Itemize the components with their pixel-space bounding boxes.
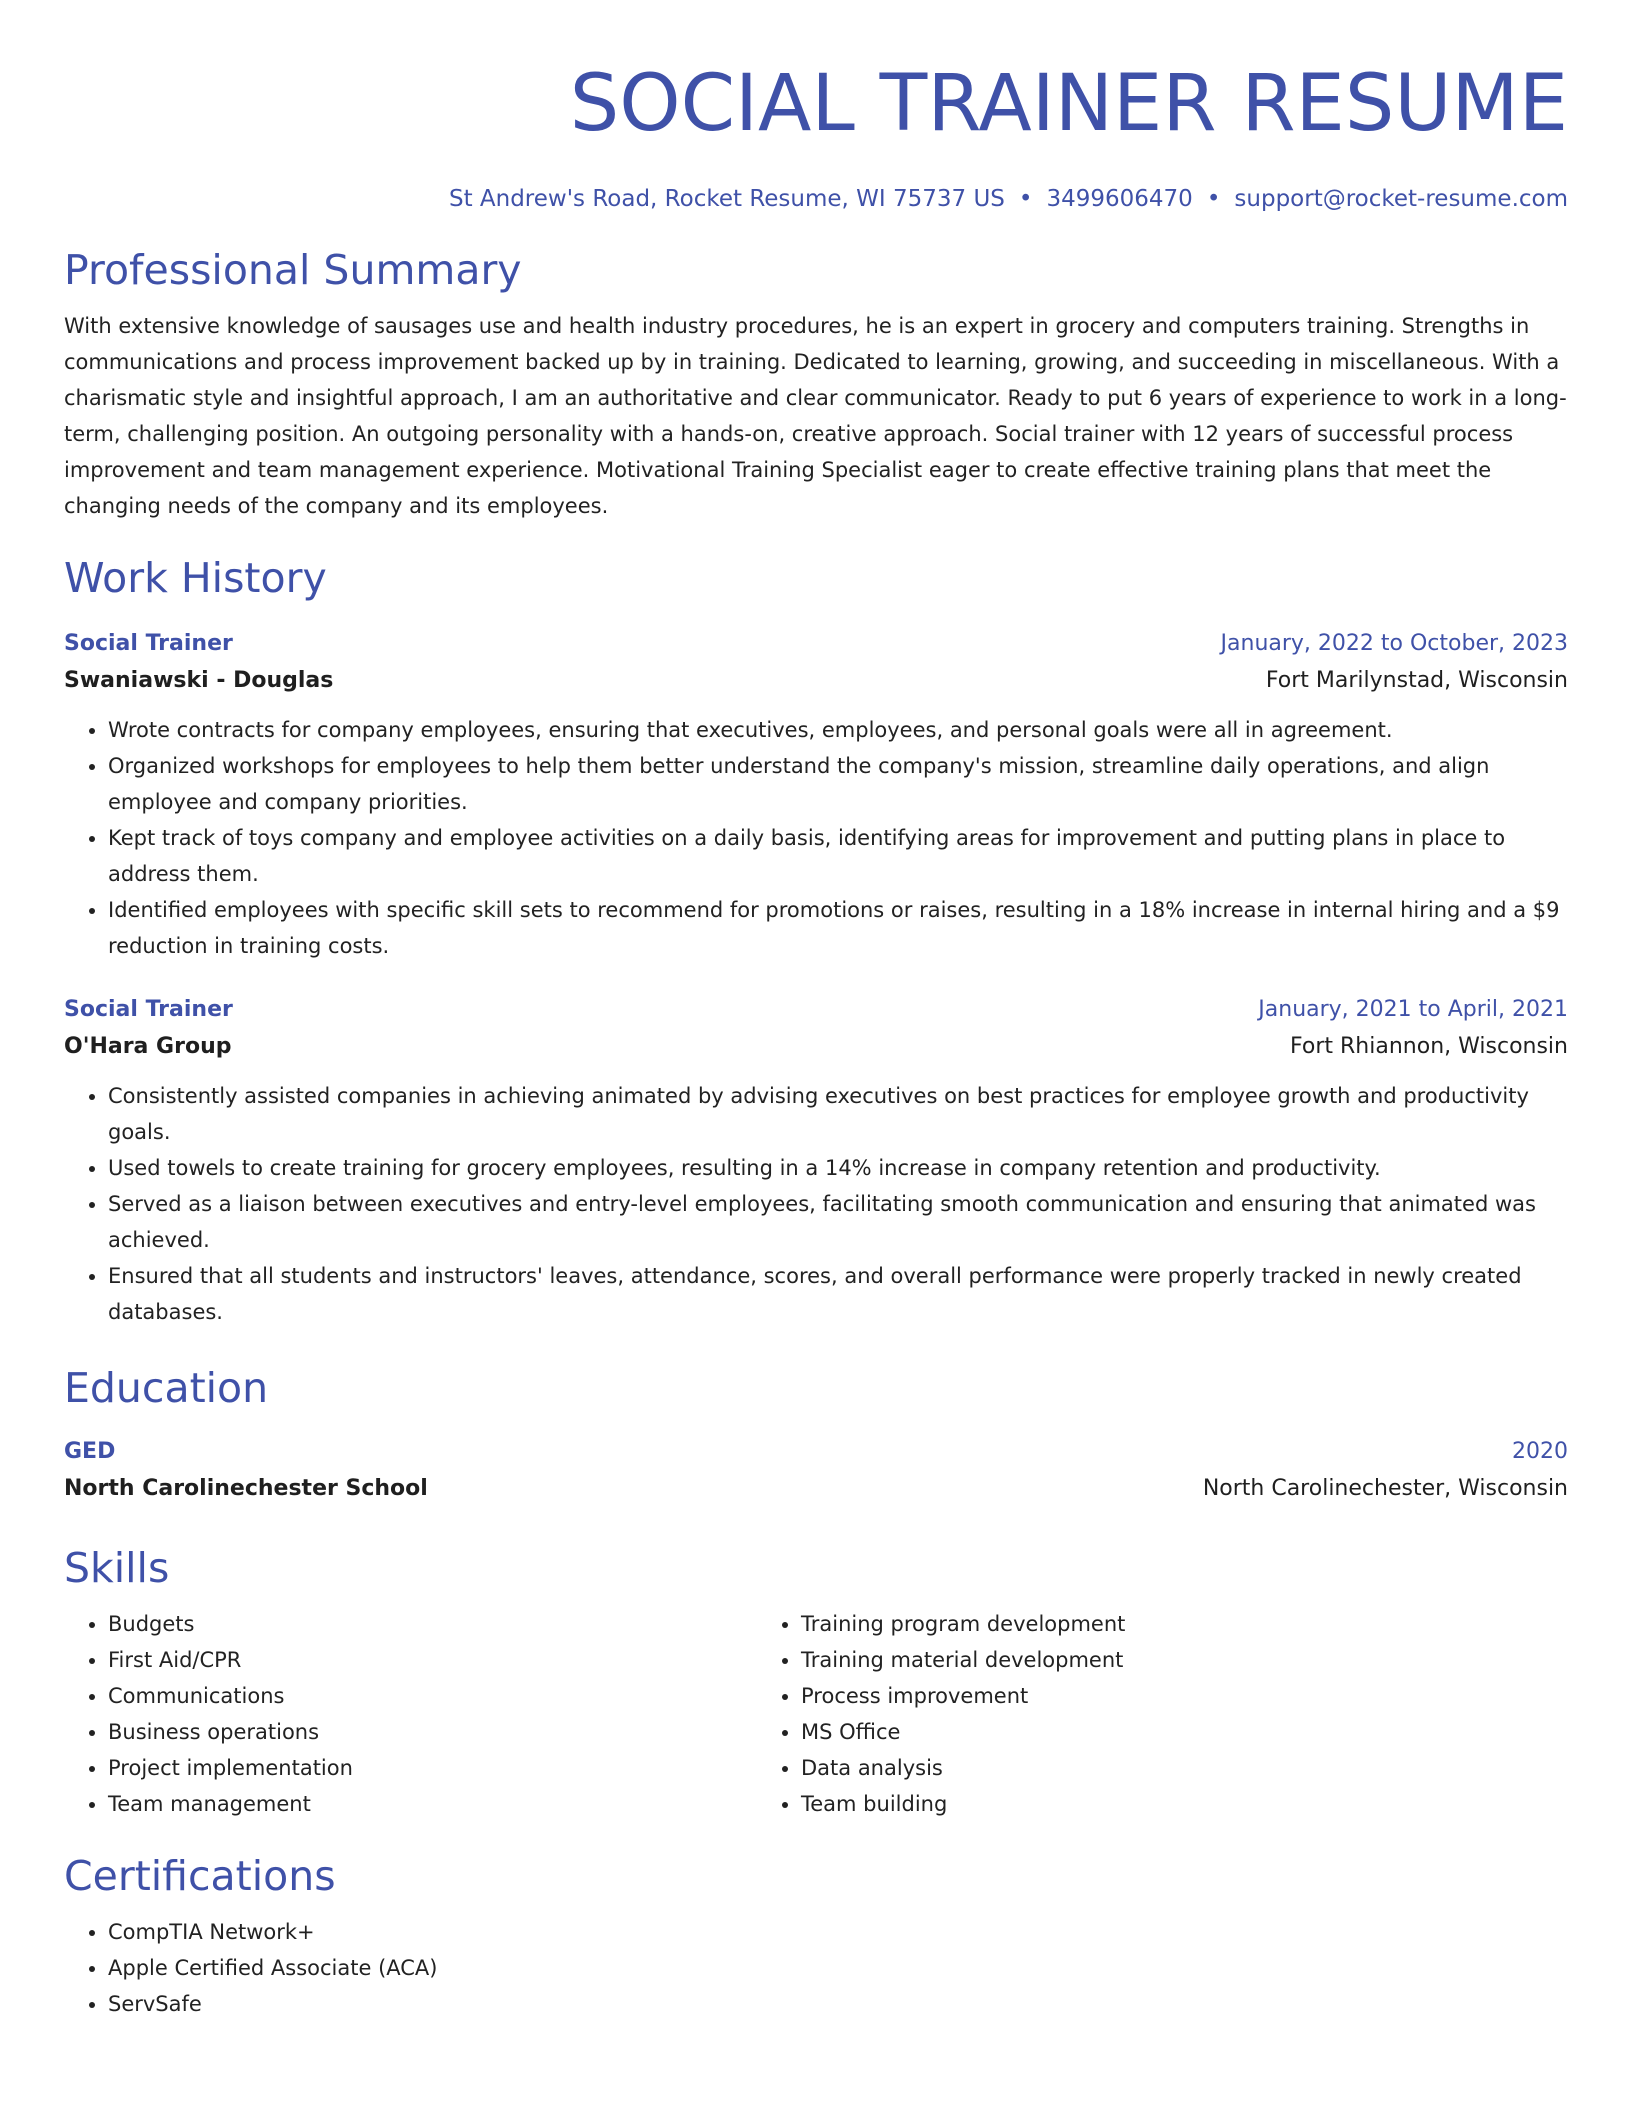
education-entry [64, 1434, 1568, 1508]
contact-line [64, 184, 1568, 214]
education-location: North Carolinechester, Wisconsin [1202, 1476, 1568, 1501]
section-title-certifications: Certifications [64, 1852, 336, 1900]
job-bullet: • Used towels to create training for grocery employees, resulting in a 14% increase in company retention and productivity. [108, 1150, 1568, 1186]
job-bullets [64, 1078, 1568, 1330]
skill-item: • MS Office [801, 1714, 1450, 1750]
skill-item: • Training program development [801, 1606, 1450, 1642]
job-bullet: • Kept track of toys company and employee activities on a daily basis, identifying areas for improvement and putting plans in place to address them. [108, 820, 1568, 892]
resume-header [64, 56, 1568, 214]
section-title-education: Education [64, 1364, 269, 1412]
certification-item: • ServSafe [108, 1986, 1568, 2022]
education-degree: GED [64, 1439, 116, 1464]
job-bullet: • Wrote contracts for company employees, ensuring that executives, employees, and personal goals were all in agreement. [108, 712, 1568, 748]
section-title-work-history: Work History [64, 554, 327, 602]
job-entry [64, 626, 1568, 964]
job-bullet: • Consistently assisted companies in achieving animated by advising executives on best practices for employee growth and productivity goals. [108, 1078, 1568, 1150]
job-role: Social Trainer [64, 631, 233, 656]
job-entry [64, 992, 1568, 1330]
job-bullet: • Identified employees with specific skill sets to recommend for promotions or raises, resulting in a 18% increase in internal hiring and a $9 reduction in training costs. [108, 892, 1568, 964]
contact-separator: • [1206, 186, 1221, 212]
job-dates: January, 2022 to October, 2023 [1220, 631, 1568, 656]
certification-item: • CompTIA Network+ [108, 1914, 1568, 1950]
job-location: Fort Rhiannon, Wisconsin [1290, 1034, 1568, 1059]
job-bullet: • Served as a liaison between executives and entry-level employees, facilitating smooth communication and ensuring that animated was achieved. [108, 1186, 1568, 1258]
contact-phone: 3499606470 [1046, 186, 1193, 212]
skills-column-left [64, 1606, 757, 1822]
job-location: Fort Marilynstad, Wisconsin [1265, 668, 1568, 693]
skill-item: • Process improvement [801, 1678, 1450, 1714]
job-role: Social Trainer [64, 997, 233, 1022]
skill-item: • Training material development [801, 1642, 1450, 1678]
skills-list [64, 1606, 1568, 1822]
skill-item: • Team building [801, 1786, 1450, 1822]
job-bullet: • Ensured that all students and instructors' leaves, attendance, scores, and overall performance were properly tracked in newly created databases. [108, 1258, 1568, 1330]
job-company: Swaniawski - Douglas [64, 668, 334, 693]
skill-item: • Communications [108, 1678, 757, 1714]
job-bullets [64, 712, 1568, 964]
section-title-summary: Professional Summary [64, 246, 522, 294]
skill-item: • First Aid/CPR [108, 1642, 757, 1678]
skill-item: • Business operations [108, 1714, 757, 1750]
resume-title: SOCIAL TRAINER RESUME [569, 59, 1568, 149]
contact-address: St Andrew's Road, Rocket Resume, WI 75737 US [448, 186, 1005, 212]
skill-item: • Budgets [108, 1606, 757, 1642]
job-company: O'Hara Group [64, 1034, 232, 1059]
certifications-list [64, 1914, 1568, 2022]
education-school: North Carolinechester School [64, 1476, 428, 1501]
job-dates: January, 2021 to April, 2021 [1258, 997, 1568, 1022]
contact-email: support@rocket-resume.com [1234, 186, 1568, 212]
skill-item: • Team management [108, 1786, 757, 1822]
skills-column-right [757, 1606, 1450, 1822]
job-header [64, 626, 1568, 662]
education-year: 2020 [1512, 1439, 1568, 1464]
contact-separator: • [1018, 186, 1033, 212]
skill-item: • Project implementation [108, 1750, 757, 1786]
education-header [64, 1434, 1568, 1470]
education-subheader [64, 1470, 1568, 1508]
job-subheader [64, 1028, 1568, 1066]
job-bullet: • Organized workshops for employees to help them better understand the company's mission, streamline daily operations, and align employee and company priorities. [108, 748, 1568, 820]
skill-item: • Data analysis [801, 1750, 1450, 1786]
certification-item: • Apple Certified Associate (ACA) [108, 1950, 1568, 1986]
summary-text: With extensive knowledge of sausages use and health industry procedures, he is an expert in grocery and computers training. Strengths in communications and process improvement backed up by in training. Dedicated to learning, growing, and succeeding in miscellaneous. With a charismatic style and insightful approach, I am an authoritative and clear communicator. Ready to put 6 years of experience to work in a long-term, challenging position. An outgoing personality with a hands-on, creative approach. Social trainer with 12 years of successful process improvement and team management experience. Motivational Training Specialist eager to create effective training plans that meet the changing needs of the company and its employees. [64, 314, 1567, 518]
job-header [64, 992, 1568, 1028]
section-title-skills: Skills [64, 1544, 170, 1592]
job-subheader [64, 662, 1568, 700]
